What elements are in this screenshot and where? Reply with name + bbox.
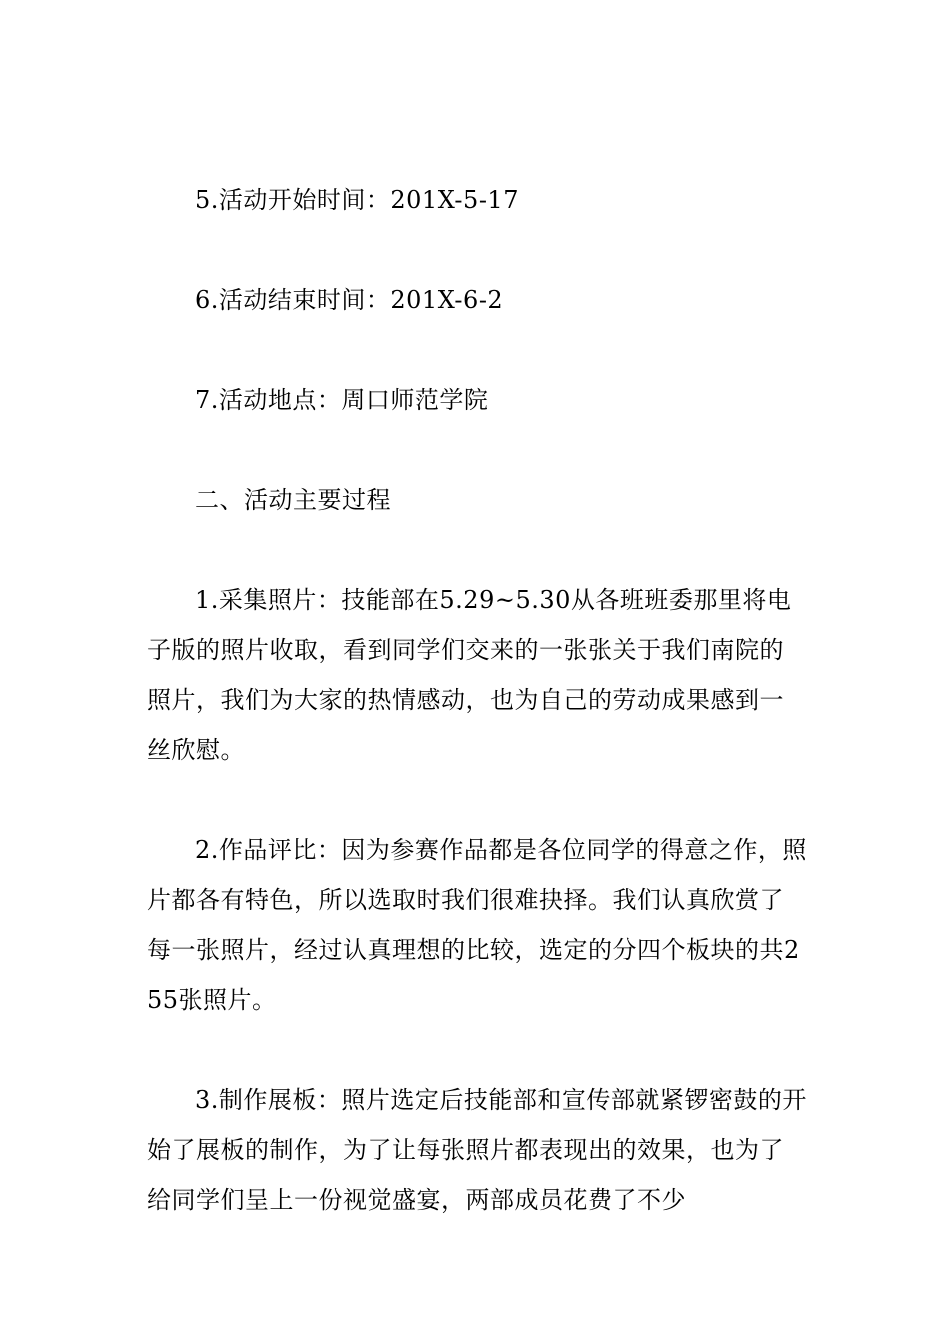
section-heading: 二、活动主要过程 xyxy=(195,486,391,514)
info-start-time: 5.活动开始时间：201X-5-17 xyxy=(195,186,519,214)
info-end-time: 6.活动结束时间：201X-6-2 xyxy=(195,286,504,314)
info-location: 7.活动地点：周口师范学院 xyxy=(195,386,489,414)
paragraph-make-boards: 3.制作展板：照片选定后技能部和宣传部就紧锣密鼓的开始了展板的制作，为了让每张照片都表现出的效果，也为了给同学们呈上一份视觉盛宴，两部成员花费了不少 xyxy=(147,1086,807,1214)
paragraph-collect-photos: 1.采集照片：技能部在5.29~5.30从各班班委那里将电子版的照片收取，看到同学们交来的一张张关于我们南院的照片，我们为大家的热情感动，也为自己的劳动成果感到一丝欣慰。 xyxy=(147,586,792,764)
paragraph-judging: 2.作品评比：因为参赛作品都是各位同学的得意之作，照片都各有特色，所以选取时我们很难抉择。我们认真欣赏了每一张照片，经过认真理想的比较，选定的分四个板块的共255张照片。 xyxy=(147,836,807,1014)
